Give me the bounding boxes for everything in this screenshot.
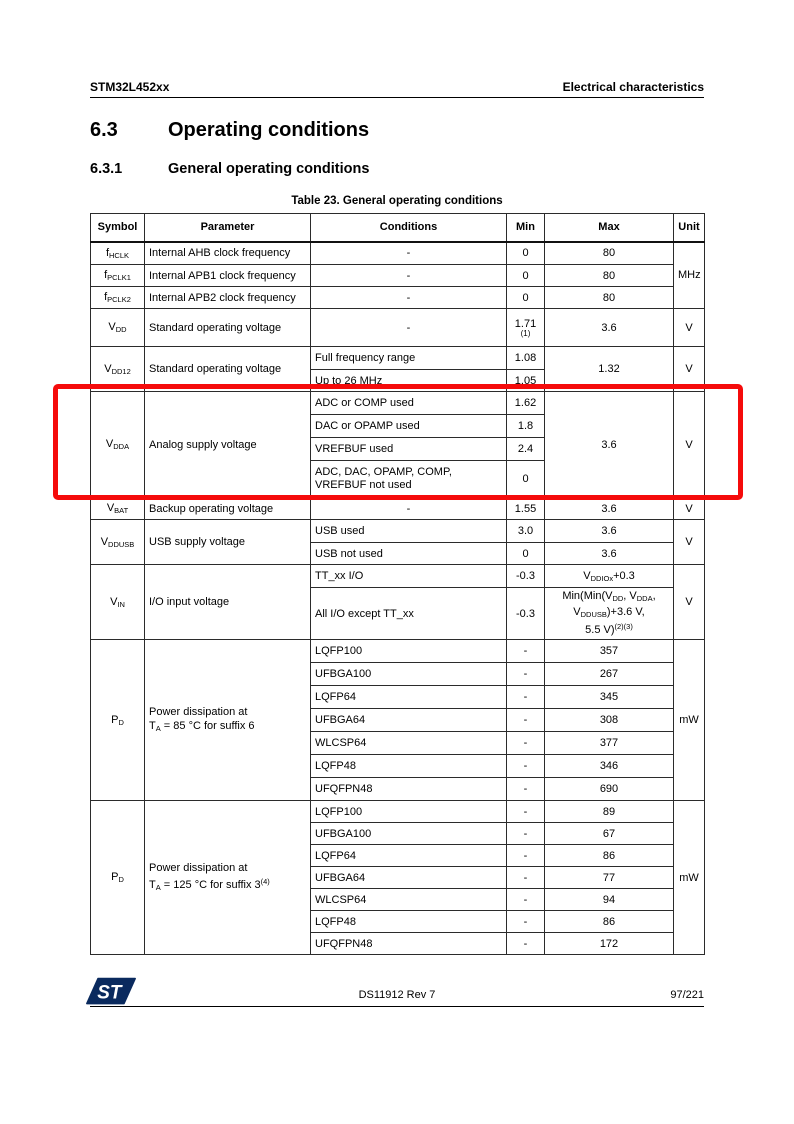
cell-max: 3.6 xyxy=(545,392,674,498)
cell-parameter: Backup operating voltage xyxy=(145,498,311,520)
cell-min: 0 xyxy=(507,242,545,265)
cell-min: - xyxy=(507,889,545,911)
cell-conditions: - xyxy=(311,287,507,309)
cell-conditions: - xyxy=(311,265,507,287)
subsection-number: 6.3.1 xyxy=(90,161,123,177)
cell-conditions: USB not used xyxy=(311,543,507,565)
cell-conditions: Full frequency range xyxy=(311,347,507,370)
cell-min: 1.62 xyxy=(507,392,545,415)
cell-min: -0.3 xyxy=(507,565,545,588)
header-rule xyxy=(90,97,704,98)
table-row xyxy=(91,640,705,663)
cell-unit: MHz xyxy=(674,242,705,309)
cell-symbol: VDD12 xyxy=(91,347,145,392)
cell-conditions: VREFBUF used xyxy=(311,438,507,461)
cell-conditions: - xyxy=(311,309,507,347)
device-name: STM32L452xx xyxy=(90,80,170,94)
cell-parameter: Analog supply voltage xyxy=(145,392,311,498)
cell-unit: V xyxy=(674,498,705,520)
cell-max: Min(Min(VDD, VDDA, VDDUSB)+3.6 V, 5.5 V)$^{(2)(3)}$ xyxy=(545,588,674,640)
cell-min: 1.05 xyxy=(507,370,545,392)
table-row xyxy=(91,801,705,823)
cell-parameter: Internal AHB clock frequency xyxy=(145,242,311,265)
cell-min: - xyxy=(507,801,545,823)
subsection-title: General operating conditions xyxy=(168,161,370,177)
cell-min: - xyxy=(507,933,545,955)
cell-symbol: VDDUSB xyxy=(91,520,145,565)
page-header xyxy=(90,80,704,94)
section-number: 6.3 xyxy=(90,119,118,141)
cell-unit: V xyxy=(674,392,705,498)
cell-conditions: LQFP64 xyxy=(311,686,507,709)
cell-symbol: VIN xyxy=(91,565,145,640)
cell-conditions: WLCSP64 xyxy=(311,889,507,911)
cell-min: 1.71 (1) xyxy=(507,309,545,347)
table-row xyxy=(91,265,705,287)
cell-max: 3.6 xyxy=(545,498,674,520)
cell-min: - xyxy=(507,867,545,889)
cell-conditions: LQFP48 xyxy=(311,911,507,933)
col-header-min: Min xyxy=(507,214,545,242)
cell-max: 377 xyxy=(545,732,674,755)
table-row xyxy=(91,287,705,309)
cell-min: -0.3 xyxy=(507,588,545,640)
cell-min: 2.4 xyxy=(507,438,545,461)
cell-conditions: TT_xx I/O xyxy=(311,565,507,588)
cell-conditions: DAC or OPAMP used xyxy=(311,415,507,438)
col-header-max: Max xyxy=(545,214,674,242)
cell-max: 86 xyxy=(545,845,674,867)
cell-max: 267 xyxy=(545,663,674,686)
section-heading xyxy=(90,119,369,142)
cell-max: 172 xyxy=(545,933,674,955)
table-row xyxy=(91,498,705,520)
cell-conditions: ADC or COMP used xyxy=(311,392,507,415)
cell-conditions: UFBGA64 xyxy=(311,709,507,732)
footnote-marker: (2)(3) xyxy=(614,622,633,632)
cell-conditions: LQFP100 xyxy=(311,801,507,823)
cell-symbol: PD xyxy=(91,801,145,955)
cell-max: 80 xyxy=(545,242,674,265)
cell-max: 77 xyxy=(545,867,674,889)
cell-min: - xyxy=(507,755,545,778)
cell-max: 86 xyxy=(545,911,674,933)
cell-symbol: VDDA xyxy=(91,392,145,498)
cell-unit: V xyxy=(674,520,705,565)
cell-min: - xyxy=(507,663,545,686)
cell-conditions: UFBGA100 xyxy=(311,823,507,845)
cell-min: 1.55 xyxy=(507,498,545,520)
cell-min: 1.08 xyxy=(507,347,545,370)
table-row xyxy=(91,520,705,543)
cell-max: 357 xyxy=(545,640,674,663)
cell-conditions: LQFP64 xyxy=(311,845,507,867)
cell-conditions: LQFP48 xyxy=(311,755,507,778)
cell-max: 3.6 xyxy=(545,520,674,543)
chapter-title: Electrical characteristics xyxy=(562,80,704,94)
cell-parameter: Internal APB1 clock frequency xyxy=(145,265,311,287)
table-row xyxy=(91,242,705,265)
cell-min: 0 xyxy=(507,543,545,565)
col-header-conditions: Conditions xyxy=(311,214,507,242)
table-row xyxy=(91,309,705,347)
cell-unit: mW xyxy=(674,801,705,955)
cell-unit: V xyxy=(674,565,705,640)
cell-max: 345 xyxy=(545,686,674,709)
cell-max: VDDIOx+0.3 xyxy=(545,565,674,588)
cell-unit: V xyxy=(674,347,705,392)
cell-parameter: Standard operating voltage xyxy=(145,309,311,347)
cell-parameter: Power dissipation at TA = 125 °C for suffix 3$^{(4)}$ xyxy=(145,801,311,955)
cell-max: 1.32 xyxy=(545,347,674,392)
cell-min: - xyxy=(507,640,545,663)
cell-conditions: UFQFPN48 xyxy=(311,778,507,801)
cell-symbol: fPCLK1 xyxy=(91,265,145,287)
table-header-row xyxy=(91,214,705,242)
cell-max: 346 xyxy=(545,755,674,778)
col-header-unit: Unit xyxy=(674,214,705,242)
cell-parameter: USB supply voltage xyxy=(145,520,311,565)
cell-max: 67 xyxy=(545,823,674,845)
cell-min: - xyxy=(507,845,545,867)
cell-conditions: Up to 26 MHz xyxy=(311,370,507,392)
svg-text:ST: ST xyxy=(97,982,122,1004)
cell-min: 0 xyxy=(507,265,545,287)
cell-max: 89 xyxy=(545,801,674,823)
cell-conditions: WLCSP64 xyxy=(311,732,507,755)
cell-unit: V xyxy=(674,309,705,347)
subsection-heading xyxy=(90,161,369,177)
doc-reference: DS11912 Rev 7 xyxy=(358,989,436,1001)
cell-conditions: ADC, DAC, OPAMP, COMP, VREFBUF not used xyxy=(311,461,507,498)
footer-rule xyxy=(90,1006,704,1007)
cell-max: 3.6 xyxy=(545,309,674,347)
cell-symbol: fPCLK2 xyxy=(91,287,145,309)
cell-min: 0 xyxy=(507,287,545,309)
cell-max: 308 xyxy=(545,709,674,732)
table-row-vdda xyxy=(91,392,705,415)
cell-min: - xyxy=(507,823,545,845)
cell-max: 3.6 xyxy=(545,543,674,565)
page-number: 97/221 xyxy=(670,989,704,1001)
section-title: Operating conditions xyxy=(168,119,370,141)
cell-min: 1.8 xyxy=(507,415,545,438)
cell-min: - xyxy=(507,709,545,732)
table-row xyxy=(91,347,705,370)
cell-conditions: UFQFPN48 xyxy=(311,933,507,955)
col-header-symbol: Symbol xyxy=(91,214,145,242)
cell-symbol: PD xyxy=(91,640,145,801)
cell-conditions: LQFP100 xyxy=(311,640,507,663)
cell-symbol: fHCLK xyxy=(91,242,145,265)
footnote-marker: (4) xyxy=(260,876,270,886)
table-caption: Table 23. General operating conditions xyxy=(291,195,503,207)
cell-min: 3.0 xyxy=(507,520,545,543)
operating-conditions-table xyxy=(90,213,705,955)
cell-max: 94 xyxy=(545,889,674,911)
cell-symbol: VBAT xyxy=(91,498,145,520)
cell-conditions: UFBGA64 xyxy=(311,867,507,889)
cell-max: 80 xyxy=(545,287,674,309)
table-row xyxy=(91,565,705,588)
cell-conditions: - xyxy=(311,498,507,520)
cell-conditions: UFBGA100 xyxy=(311,663,507,686)
cell-unit: mW xyxy=(674,640,705,801)
cell-symbol: VDD xyxy=(91,309,145,347)
cell-parameter: Standard operating voltage xyxy=(145,347,311,392)
cell-conditions: - xyxy=(311,242,507,265)
cell-min: - xyxy=(507,732,545,755)
cell-conditions: All I/O except TT_xx xyxy=(311,588,507,640)
cell-parameter: Internal APB2 clock frequency xyxy=(145,287,311,309)
cell-parameter: I/O input voltage xyxy=(145,565,311,640)
cell-min: - xyxy=(507,911,545,933)
cell-min: - xyxy=(507,686,545,709)
cell-max: 80 xyxy=(545,265,674,287)
cell-max: 690 xyxy=(545,778,674,801)
cell-min: - xyxy=(507,778,545,801)
footnote-marker: (1) xyxy=(520,328,531,338)
cell-min: 0 xyxy=(507,461,545,498)
col-header-parameter: Parameter xyxy=(145,214,311,242)
cell-parameter: Power dissipation at TA = 85 °C for suffix 6 xyxy=(145,640,311,801)
cell-conditions: USB used xyxy=(311,520,507,543)
